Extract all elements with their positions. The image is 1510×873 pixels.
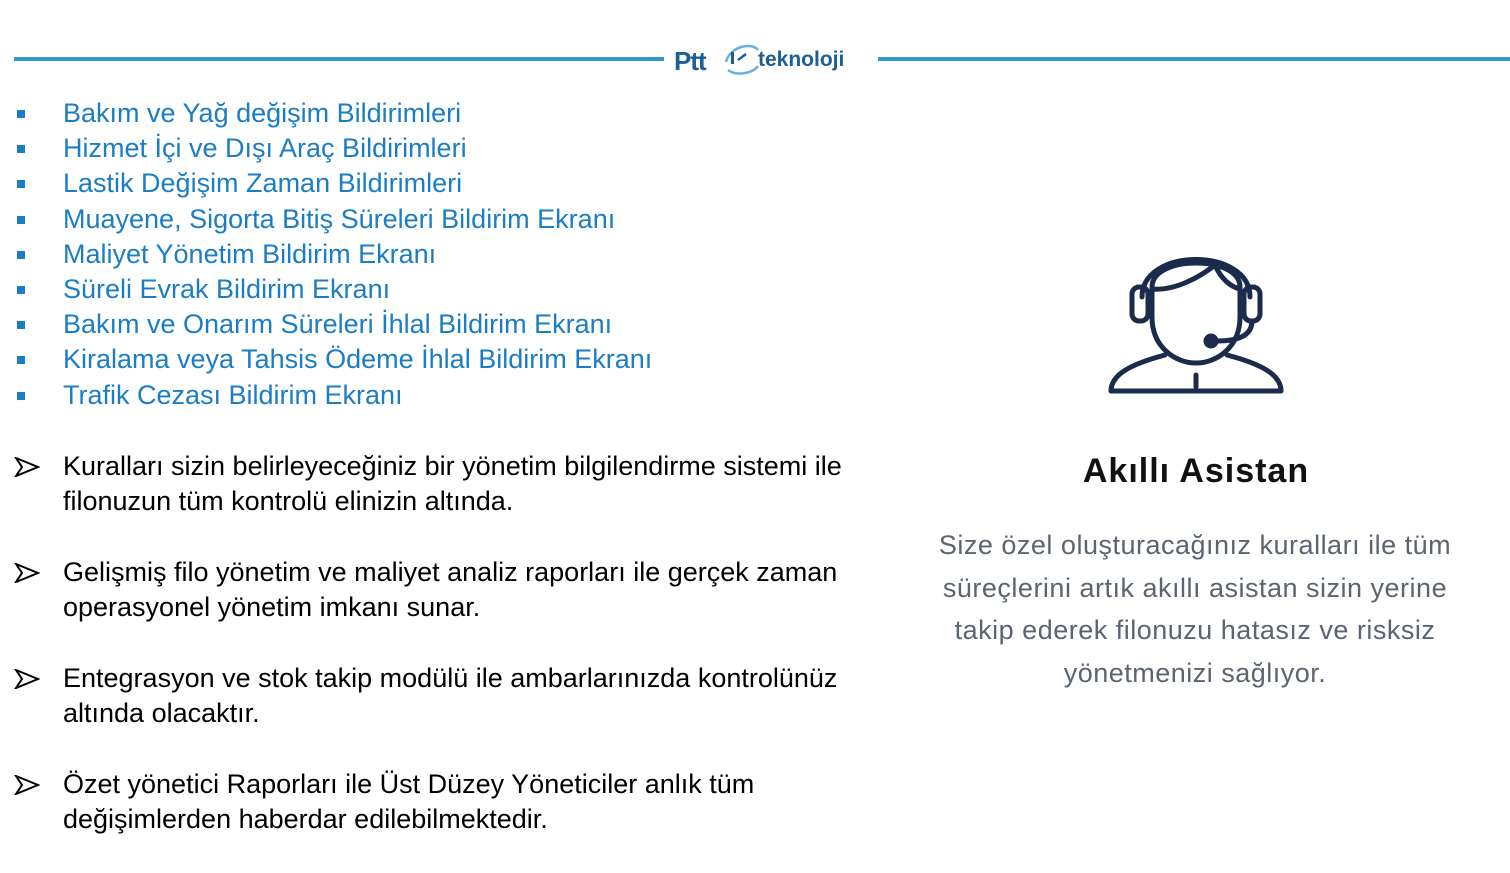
arrowhead-bullet-icon (14, 563, 40, 583)
feature-item (14, 767, 914, 873)
list-item-label: Lastik Değişim Zaman Bildirimleri (63, 168, 463, 199)
list-item-label: Maliyet Yönetim Bildirim Ekranı (63, 238, 437, 269)
list-item (14, 237, 652, 272)
square-bullet-icon (17, 356, 25, 364)
square-bullet-icon (17, 321, 25, 329)
square-bullet-icon (17, 286, 25, 294)
feature-text-line1: Özet yönetici Raporları ile Üst Düzey Yöneticiler anlık tüm (63, 769, 755, 799)
feature-text-line1: Entegrasyon ve stok takip modülü ile ambarlarınızda kontrolünüz (63, 663, 838, 693)
list-item (14, 166, 652, 201)
list-item-label: Trafik Cezası Bildirim Ekranı (63, 379, 403, 410)
feature-text-line1: Gelişmiş filo yönetim ve maliyet analiz raporları ile gerçek zaman (63, 557, 838, 587)
ptt-teknoloji-logo (672, 40, 872, 80)
feature-text-line1: Kuralları sizin belirleyeceğiniz bir yönetim bilgilendirme sistemi ile (63, 451, 842, 481)
logo-swoosh-icon (722, 40, 762, 76)
feature-text-line2: operasyonel yönetim imkanı sunar. (63, 592, 481, 622)
assistant-description-line: takip ederek filonuzu hatasız ve risksiz (954, 615, 1436, 645)
assistant-description-line: süreçlerini artık akıllı asistan sizin yerine (942, 572, 1448, 603)
arrowhead-bullet-icon (14, 457, 40, 477)
arrowhead-bullet-icon (14, 775, 40, 795)
assistant-description (905, 524, 1485, 694)
list-item (14, 342, 652, 377)
logo-brand: Ptt (674, 46, 706, 76)
square-bullet-icon (17, 145, 25, 153)
square-bullet-icon (17, 251, 25, 259)
feature-item (14, 661, 914, 767)
header-rule-left (14, 57, 664, 61)
square-bullet-icon (17, 216, 25, 224)
arrowhead-bullet-icon (14, 669, 40, 689)
list-item (14, 96, 652, 131)
assistant-description-line: Size özel oluşturacağınız kuralları ile tüm (938, 530, 1452, 560)
list-item-label: Muayene, Sigorta Bitiş Süreleri Bildirim Ekranı (63, 203, 616, 234)
notification-list (14, 96, 652, 413)
list-item (14, 378, 652, 413)
square-bullet-icon (17, 392, 25, 400)
list-item (14, 202, 652, 237)
feature-list (14, 449, 914, 873)
feature-item (14, 555, 914, 661)
list-item-label: Bakım ve Yağ değişim Bildirimleri (63, 98, 462, 128)
assistant-description-line: yönetmenizi sağlıyor. (1063, 657, 1327, 688)
header-rule-right (878, 57, 1510, 61)
list-item (14, 131, 652, 166)
list-item-label: Kiralama veya Tahsis Ödeme İhlal Bildirim Ekranı (63, 344, 653, 375)
list-item-label: Süreli Evrak Bildirim Ekranı (63, 273, 391, 304)
list-item-label: Hizmet İçi ve Dışı Araç Bildirimleri (63, 133, 467, 164)
logo-suffix: teknoloji (758, 48, 845, 71)
feature-item (14, 449, 914, 555)
headset-person-icon (1105, 225, 1287, 395)
feature-text-line2: değişimlerden haberdar edilebilmektedir. (63, 804, 548, 834)
list-item (14, 272, 652, 307)
feature-text-line2: filonuzun tüm kontrolü elinizin altında. (63, 486, 514, 516)
square-bullet-icon (17, 180, 25, 188)
assistant-title: Akıllı Asistan (1082, 452, 1310, 490)
square-bullet-icon (17, 110, 25, 118)
list-item (14, 307, 652, 342)
feature-text-line2: altında olacaktır. (63, 698, 260, 728)
list-item-label: Bakım ve Onarım Süreleri İhlal Bildirim Ekranı (63, 309, 613, 340)
